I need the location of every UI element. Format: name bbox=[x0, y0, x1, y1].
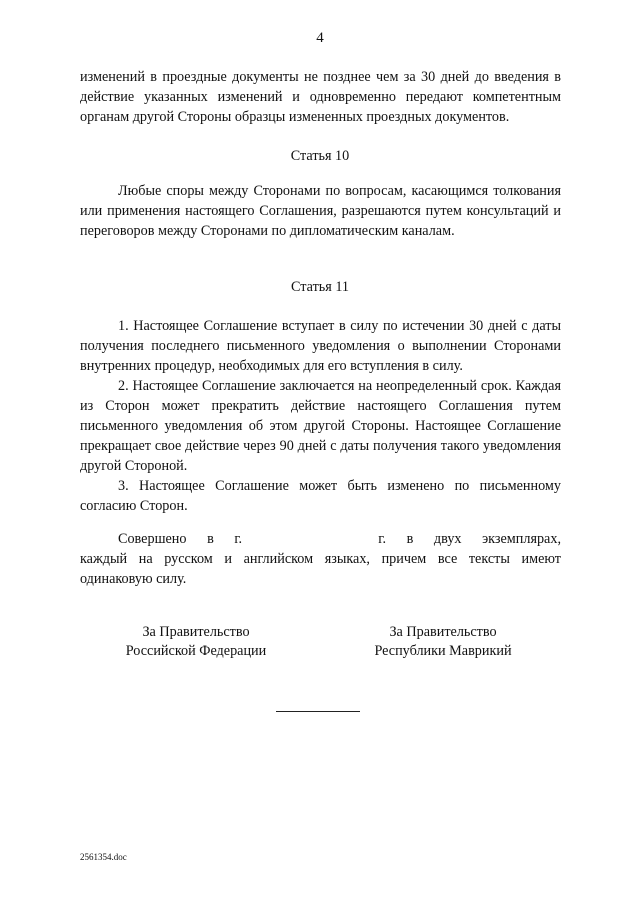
signature-russia-line-2: Российской Федерации bbox=[125, 643, 267, 659]
article-11-block bbox=[80, 316, 561, 516]
signature-mauritius-line-1: За Правительство bbox=[389, 624, 497, 640]
completed-word: в bbox=[207, 531, 214, 547]
completed-word: г. bbox=[378, 531, 387, 547]
completed-word: г. bbox=[234, 531, 243, 547]
signature-block-russia bbox=[117, 623, 275, 661]
completed-clause bbox=[80, 529, 561, 589]
completed-word: двух bbox=[433, 531, 462, 547]
article-10-title: Статья 10 bbox=[290, 148, 350, 164]
completed-rest: каждый на русском и английском языках, причем все тексты имеют одинаковую силу. bbox=[80, 551, 561, 587]
footer-file-code: 2561354.doc bbox=[80, 852, 127, 862]
signature-mauritius-line-2: Республики Маврикий bbox=[374, 643, 512, 659]
intro-paragraph: изменений в проездные документы не позднее чем за 30 дней до введения в действие указанных изменений и одновременно передают компетентным органам другой Стороны образцы измененных проездных документов. bbox=[80, 69, 561, 125]
completed-first-line bbox=[80, 529, 561, 549]
article-10-text: Любые споры между Сторонами по вопросам, касающимся толкования или применения настоящего Соглашения, разрешаются путем консультаций и переговоров между Сторонами по дипломатическим каналам. bbox=[80, 183, 561, 239]
article-11-paragraph-1: 1. Настоящее Соглашение вступает в силу по истечении 30 дней с даты получения последнего письменного уведомления о выполнении Сторонами внутренних процедур, необходимых для его вступления в силу. bbox=[80, 318, 561, 374]
completed-word: Совершено bbox=[118, 531, 187, 547]
completed-word: в bbox=[406, 531, 414, 547]
article-11-paragraph-2: 2. Настоящее Соглашение заключается на неопределенный срок. Каждая из Сторон может прекратить действие настоящего Соглашения путем письменного уведомления об этом другой Стороны. Настоящее Соглашение прекращает свое действие через 90 дней с даты получения такого уведомления другой Стороной. bbox=[80, 378, 561, 474]
article-11-paragraph-3: 3. Настоящее Соглашение может быть изменено по письменному согласию Сторон. bbox=[80, 478, 561, 514]
signature-russia-line-1: За Правительство bbox=[142, 624, 250, 640]
article-11-title: Статья 11 bbox=[291, 279, 349, 295]
intro-paragraph-block bbox=[80, 67, 561, 127]
date-blank bbox=[263, 529, 358, 549]
page-number: 4 bbox=[316, 30, 324, 46]
article-10-block bbox=[80, 181, 561, 241]
end-rule-divider bbox=[276, 711, 360, 712]
completed-word: экземплярах, bbox=[482, 531, 561, 547]
signature-block-mauritius bbox=[364, 623, 522, 661]
